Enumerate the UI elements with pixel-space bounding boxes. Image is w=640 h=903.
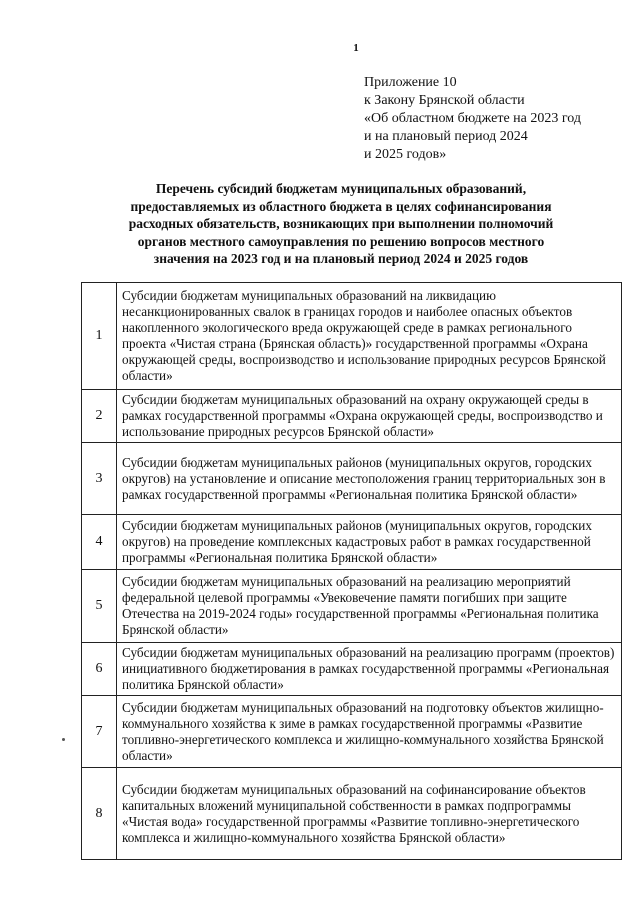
appendix-line: и 2025 годов» xyxy=(364,147,447,162)
table-row xyxy=(82,515,622,570)
title-line: предоставляемых из областного бюджета в целях софинансирования xyxy=(130,198,552,214)
table-row xyxy=(82,570,622,643)
table-row xyxy=(82,390,622,443)
appendix-line: «Об областном бюджете на 2023 год xyxy=(364,111,581,126)
table-row xyxy=(82,443,622,515)
row-number: 7 xyxy=(82,696,117,768)
table-row xyxy=(82,696,622,768)
table-row xyxy=(82,643,622,696)
row-number: 4 xyxy=(82,515,117,570)
appendix-header xyxy=(364,74,624,164)
appendix-line: и на плановый период 2024 xyxy=(364,129,528,144)
row-description: Субсидии бюджетам муниципальных районов (муниципальных округов, городских округов) на установление и описание местоположения границ территориальных зон в рамках государственной программы «Региональная политика Брянской области» xyxy=(117,443,622,515)
scan-dot xyxy=(62,738,65,741)
row-description: Субсидии бюджетам муниципальных районов (муниципальных округов, городских округов) на проведение комплексных кадастровых работ в рамках государственной программы «Региональная политика Брянской области» xyxy=(117,515,622,570)
page-number: 1 xyxy=(353,42,359,54)
appendix-line: к Закону Брянской области xyxy=(364,93,525,108)
row-description: Субсидии бюджетам муниципальных образований на ликвидацию несанкционированных свалок в границах городов и наиболее опасных объектов накопленного экологического вреда окружающей среде в рамках регионального проекта «Чистая страна (Брянская область)» государственной программы «Охрана окружающей среды, воспроизводство и использование природных ресурсов Брянской области» xyxy=(117,283,622,390)
row-number: 6 xyxy=(82,643,117,696)
row-number: 8 xyxy=(82,768,117,860)
row-description: Субсидии бюджетам муниципальных образований на софинансирование объектов капитальных вложений муниципальной собственности в рамках подпрограммы «Чистая вода» государственной программы «Развитие топливно-энергетического комплекса и жилищно-коммунального хозяйства Брянской области» xyxy=(117,768,622,860)
title-line: значения на 2023 год и на плановый период 2024 и 2025 годов xyxy=(153,251,529,267)
row-description: Субсидии бюджетам муниципальных образований на охрану окружающей среды в рамках государственной программы «Охрана окружающей среды, воспроизводство и использование природных ресурсов Брянской области» xyxy=(117,390,622,443)
table-row xyxy=(82,283,622,390)
title-line: Перечень субсидий бюджетам муниципальных образований, xyxy=(155,181,527,196)
title-line: расходных обязательств, возникающих при выполнении полномочий xyxy=(128,216,554,232)
title-line: органов местного самоуправления по решению вопросов местного xyxy=(137,233,545,249)
row-description: Субсидии бюджетам муниципальных образований на реализацию программ (проектов) инициативного бюджетирования в рамках государственной программы «Региональная политика Брянской области» xyxy=(117,643,622,696)
document-title xyxy=(96,180,586,268)
subsidies-table xyxy=(81,282,622,860)
table-row xyxy=(82,768,622,860)
row-number: 1 xyxy=(82,283,117,390)
row-description: Субсидии бюджетам муниципальных образований на реализацию мероприятий федеральной целевой программы «Увековечение памяти погибших при защите Отечества на 2019-2024 годы» государственной программы «Региональная политика Брянской области» xyxy=(117,570,622,643)
row-number: 2 xyxy=(82,390,117,443)
row-description: Субсидии бюджетам муниципальных образований на подготовку объектов жилищно-коммунального хозяйства к зиме в рамках государственной программы «Развитие топливно-энергетического комплекса и жилищно-коммунального хозяйства Брянской области» xyxy=(117,696,622,768)
row-number: 5 xyxy=(82,570,117,643)
appendix-line: Приложение 10 xyxy=(364,75,457,90)
row-number: 3 xyxy=(82,443,117,515)
